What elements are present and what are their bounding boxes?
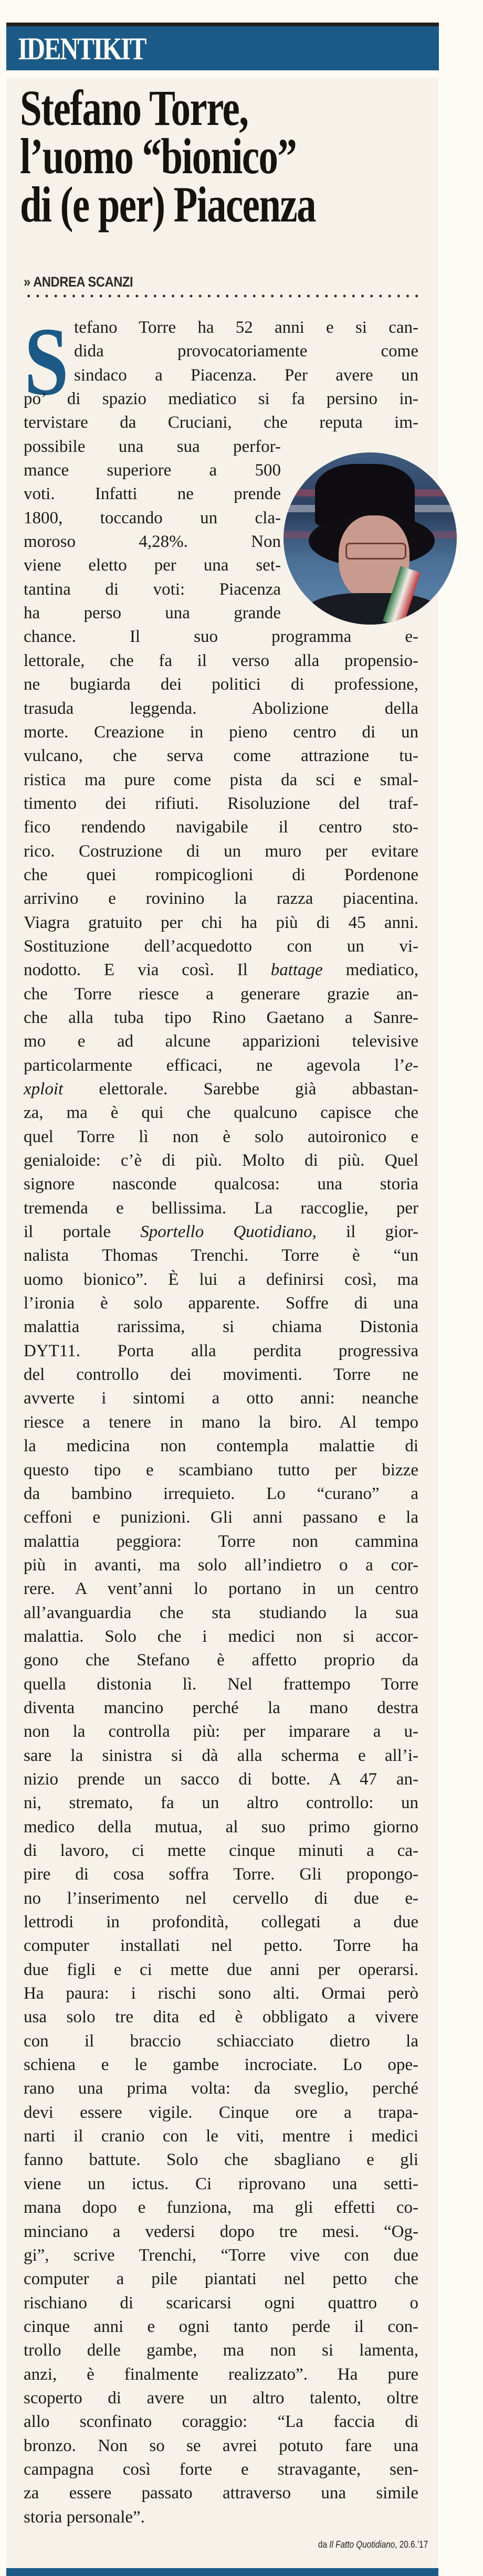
body-line: il portale Sportello Quotidiano, il gior- <box>24 1222 418 1242</box>
body-line: rano una prima volta: da sveglio, perché <box>24 2079 418 2098</box>
body-line: rico. Costruzione di un muro per evitare <box>24 841 418 861</box>
headline-line-2: l’uomo “bionico” <box>20 128 297 184</box>
body-line: non la controlla più: per imparare a u- <box>24 1722 418 1741</box>
body-line: viene eletto per una set- <box>24 556 281 575</box>
body-line: quel Torre lì non è solo autoironico e <box>24 1127 418 1146</box>
body-line: che alla tuba tipo Rino Gaetano a Sanre- <box>24 1008 418 1027</box>
source-credit <box>318 2539 428 2550</box>
body-line: za essere passato attraverso una simile <box>24 2484 418 2503</box>
body-line: lettorale, che fa il verso alla propensio- <box>24 651 418 670</box>
body-line: pire di cosa soffra Torre. Gli propongo- <box>24 1865 418 1884</box>
body-line: che quei rompicoglioni di Pordenone <box>24 865 418 884</box>
body-line: viene un ictus. Ci riprovano una setti- <box>24 2174 418 2193</box>
body-line: di lavoro, ci mette cinque minuti a ca- <box>24 1841 418 1860</box>
body-line: tremenda e bellissima. La raccoglie, per <box>24 1198 418 1218</box>
body-line: rischiano di scaricarsi ogni quattro o <box>24 2293 418 2313</box>
body-line: vulcano, che serva come attrazione tu- <box>24 746 418 766</box>
body-line: xploit elettorale. Sarebbe già abbastan- <box>24 1080 418 1099</box>
body-line: dida provocatoriamente come <box>74 342 418 361</box>
body-line: uomo bionico”. È lui a definirsi così, ma <box>24 1270 418 1289</box>
body-line: campagna così forte e stravagante, sen- <box>24 2459 418 2479</box>
top-rule <box>6 23 439 26</box>
source-prefix: da <box>318 2539 327 2550</box>
body-line: schiena e le gambe incrociate. Lo ope- <box>24 2055 418 2075</box>
body-line: no l’inserimento nel cervello di due e- <box>24 1888 418 1908</box>
headline-line-1: Stefano Torre, <box>20 80 248 136</box>
body-line: all’avanguardia che sta studiando la sua <box>24 1603 418 1622</box>
body-line: ristica ma pure come pista da sci e smal- <box>24 770 418 789</box>
body-line: del controllo dei movimenti. Torre ne <box>24 1365 418 1385</box>
bottom-bar <box>6 2568 438 2576</box>
source-publication: Il Fatto Quotidiano <box>329 2539 395 2550</box>
body-line: arrivino e rovinino la razza piacentina. <box>24 889 418 909</box>
body-line: l’ironia è solo apparente. Soffre di una <box>24 1294 418 1313</box>
body-line: cinque anni e ogni tanto perde il con- <box>24 2317 418 2336</box>
dotted-divider <box>24 294 418 298</box>
body-line: fico rendendo navigabile il centro sto- <box>24 818 418 837</box>
body-line: che Torre riesce a generare grazie an- <box>24 984 418 1004</box>
body-line: ceffoni e punizioni. Gli anni passano e la <box>24 1508 418 1527</box>
headline-line-3: di (e per) Piacenza <box>20 176 316 233</box>
body-line: riesce a tenere in mano la biro. Al tempo <box>24 1412 418 1432</box>
body-line: due figli e ci mette due anni per operarsi. <box>24 1960 418 1979</box>
body-line: timento dei rifiuti. Risoluzione del traf- <box>24 794 418 813</box>
body-line: narti il cranio con le viti, mentre i medici <box>24 2127 418 2146</box>
body-line: tervistare da Cruciani, che reputa im- <box>24 413 418 432</box>
body-line: 1800, toccando un cla- <box>24 508 281 527</box>
body-line: Sostituzione dell’acquedotto con un vi- <box>24 936 418 956</box>
body-line: nalista Thomas Trenchi. Torre è “un <box>24 1246 418 1265</box>
body-line: da bambino irrequieto. Lo “curano” a <box>24 1484 418 1503</box>
section-kicker: IDENTIKIT <box>18 31 146 66</box>
body-line: mance superiore a 500 <box>24 461 281 480</box>
body-line: morte. Creazione in pieno centro di un <box>24 722 418 742</box>
body-line: particolarmente efficaci, ne agevola l’e- <box>24 1055 418 1075</box>
body-line: storia personale”. <box>24 2507 145 2527</box>
body-line: rere. A vent’anni lo portano in un centro <box>24 1579 418 1599</box>
body-line: questo tipo e scambiano tutto per bizze <box>24 1460 418 1480</box>
body-line: po’ di spazio mediatico si fa persino in- <box>24 389 418 409</box>
body-line: Ha paura: i rischi sono alti. Ormai però <box>24 1984 418 2003</box>
article-body <box>24 316 418 2529</box>
body-line: nodotto. E via così. Il battage mediatico, <box>24 960 418 980</box>
body-line: trollo delle gambe, ma non si lamenta, <box>24 2341 418 2360</box>
body-line: fanno battute. Solo che sbagliano e gli <box>24 2150 418 2170</box>
body-line: mo e ad alcune apparizioni televisive <box>24 1032 418 1051</box>
body-line: nizio prende un sacco di botte. A 47 an- <box>24 1769 418 1789</box>
body-line: genialoide: c’è di più. Molto di più. Quel <box>24 1151 418 1170</box>
body-line: avverte i sintomi a otto anni: neanche <box>24 1389 418 1408</box>
byline-marker: » <box>24 274 30 290</box>
body-line: gono che Stefano è affetto proprio da <box>24 1651 418 1670</box>
body-line: chance. Il suo programma e- <box>24 627 418 647</box>
body-line: malattia peggiora: Torre non cammina <box>24 1532 418 1551</box>
body-line: devi essere vigile. Cinque ore a trapa- <box>24 2103 418 2122</box>
drop-cap: S <box>24 308 69 416</box>
body-line: moroso 4,28%. Non <box>24 532 281 552</box>
body-line: quella distonia lì. Nel frattempo Torre <box>24 1674 418 1694</box>
body-line: gi”, scrive Trenchi, “Torre vive con due <box>24 2245 418 2265</box>
body-line: con il braccio schiacciato dietro la <box>24 2031 418 2051</box>
body-line: computer a pile piantati nel petto che <box>24 2269 418 2289</box>
body-line: malattia. Solo che i medici non si accor- <box>24 1627 418 1646</box>
body-line: za, ma è qui che qualcuno capisce che <box>24 1103 418 1123</box>
body-line: possibile una sua perfor- <box>24 437 281 456</box>
body-line: lettrodi in profondità, collegati a due <box>24 1913 418 1932</box>
body-line: malattia rarissima, si chiama Distonia <box>24 1317 418 1337</box>
body-line: ne bugiarda dei politici di professione, <box>24 675 418 694</box>
body-line: sindaco a Piacenza. Per avere un <box>74 365 418 385</box>
body-line: signore nasconde qualcosa: una storia <box>24 1175 418 1194</box>
body-line: più in avanti, ma solo all’indietro o a cor- <box>24 1555 418 1575</box>
body-line: computer installati nel petto. Torre ha <box>24 1936 418 1956</box>
body-line: bronzo. Non so se avrei potuto fare una <box>24 2436 418 2455</box>
body-line: tantina di voti: Piacenza <box>24 579 281 599</box>
headline <box>20 80 348 233</box>
body-line: ha perso una grande <box>24 604 281 623</box>
body-line: mana dopo e funziona, ma gli effetti co- <box>24 2198 418 2218</box>
body-line: diventa mancino perché la mano destra <box>24 1698 418 1717</box>
body-line: la medicina non contempla malattie di <box>24 1437 418 1456</box>
body-line: tefano Torre ha 52 anni e si can- <box>74 318 418 337</box>
body-line: anzi, è finalmente realizzato”. Ha pure <box>24 2364 418 2384</box>
body-line: ni, stremato, fa un altro controllo: un <box>24 1793 418 1813</box>
body-line: sare la sinistra si dà alla scherma e all’i- <box>24 1746 418 1765</box>
body-line: medico della mutua, al suo primo giorno <box>24 1817 418 1836</box>
body-line: allo sconfinato coraggio: “La faccia di <box>24 2412 418 2432</box>
body-line: voti. Infatti ne prende <box>24 484 281 504</box>
body-line: DYT11. Porta alla perdita progressiva <box>24 1341 418 1360</box>
section-kicker-bar <box>6 26 439 70</box>
source-date: , 20.6.’17 <box>395 2539 428 2550</box>
author-name: ANDREA SCANZI <box>33 274 133 290</box>
body-line: usa solo tre dita ed è obbligato a vivere <box>24 2008 418 2027</box>
body-line: Viagra gratuito per chi ha più di 45 anni. <box>24 913 418 932</box>
body-line: scoperto di avere un altro talento, oltre <box>24 2388 418 2408</box>
byline <box>24 274 133 290</box>
body-line: trasuda leggenda. Abolizione della <box>24 699 418 718</box>
body-line: minciano a vedersi dopo tre mesi. “Og- <box>24 2222 418 2241</box>
